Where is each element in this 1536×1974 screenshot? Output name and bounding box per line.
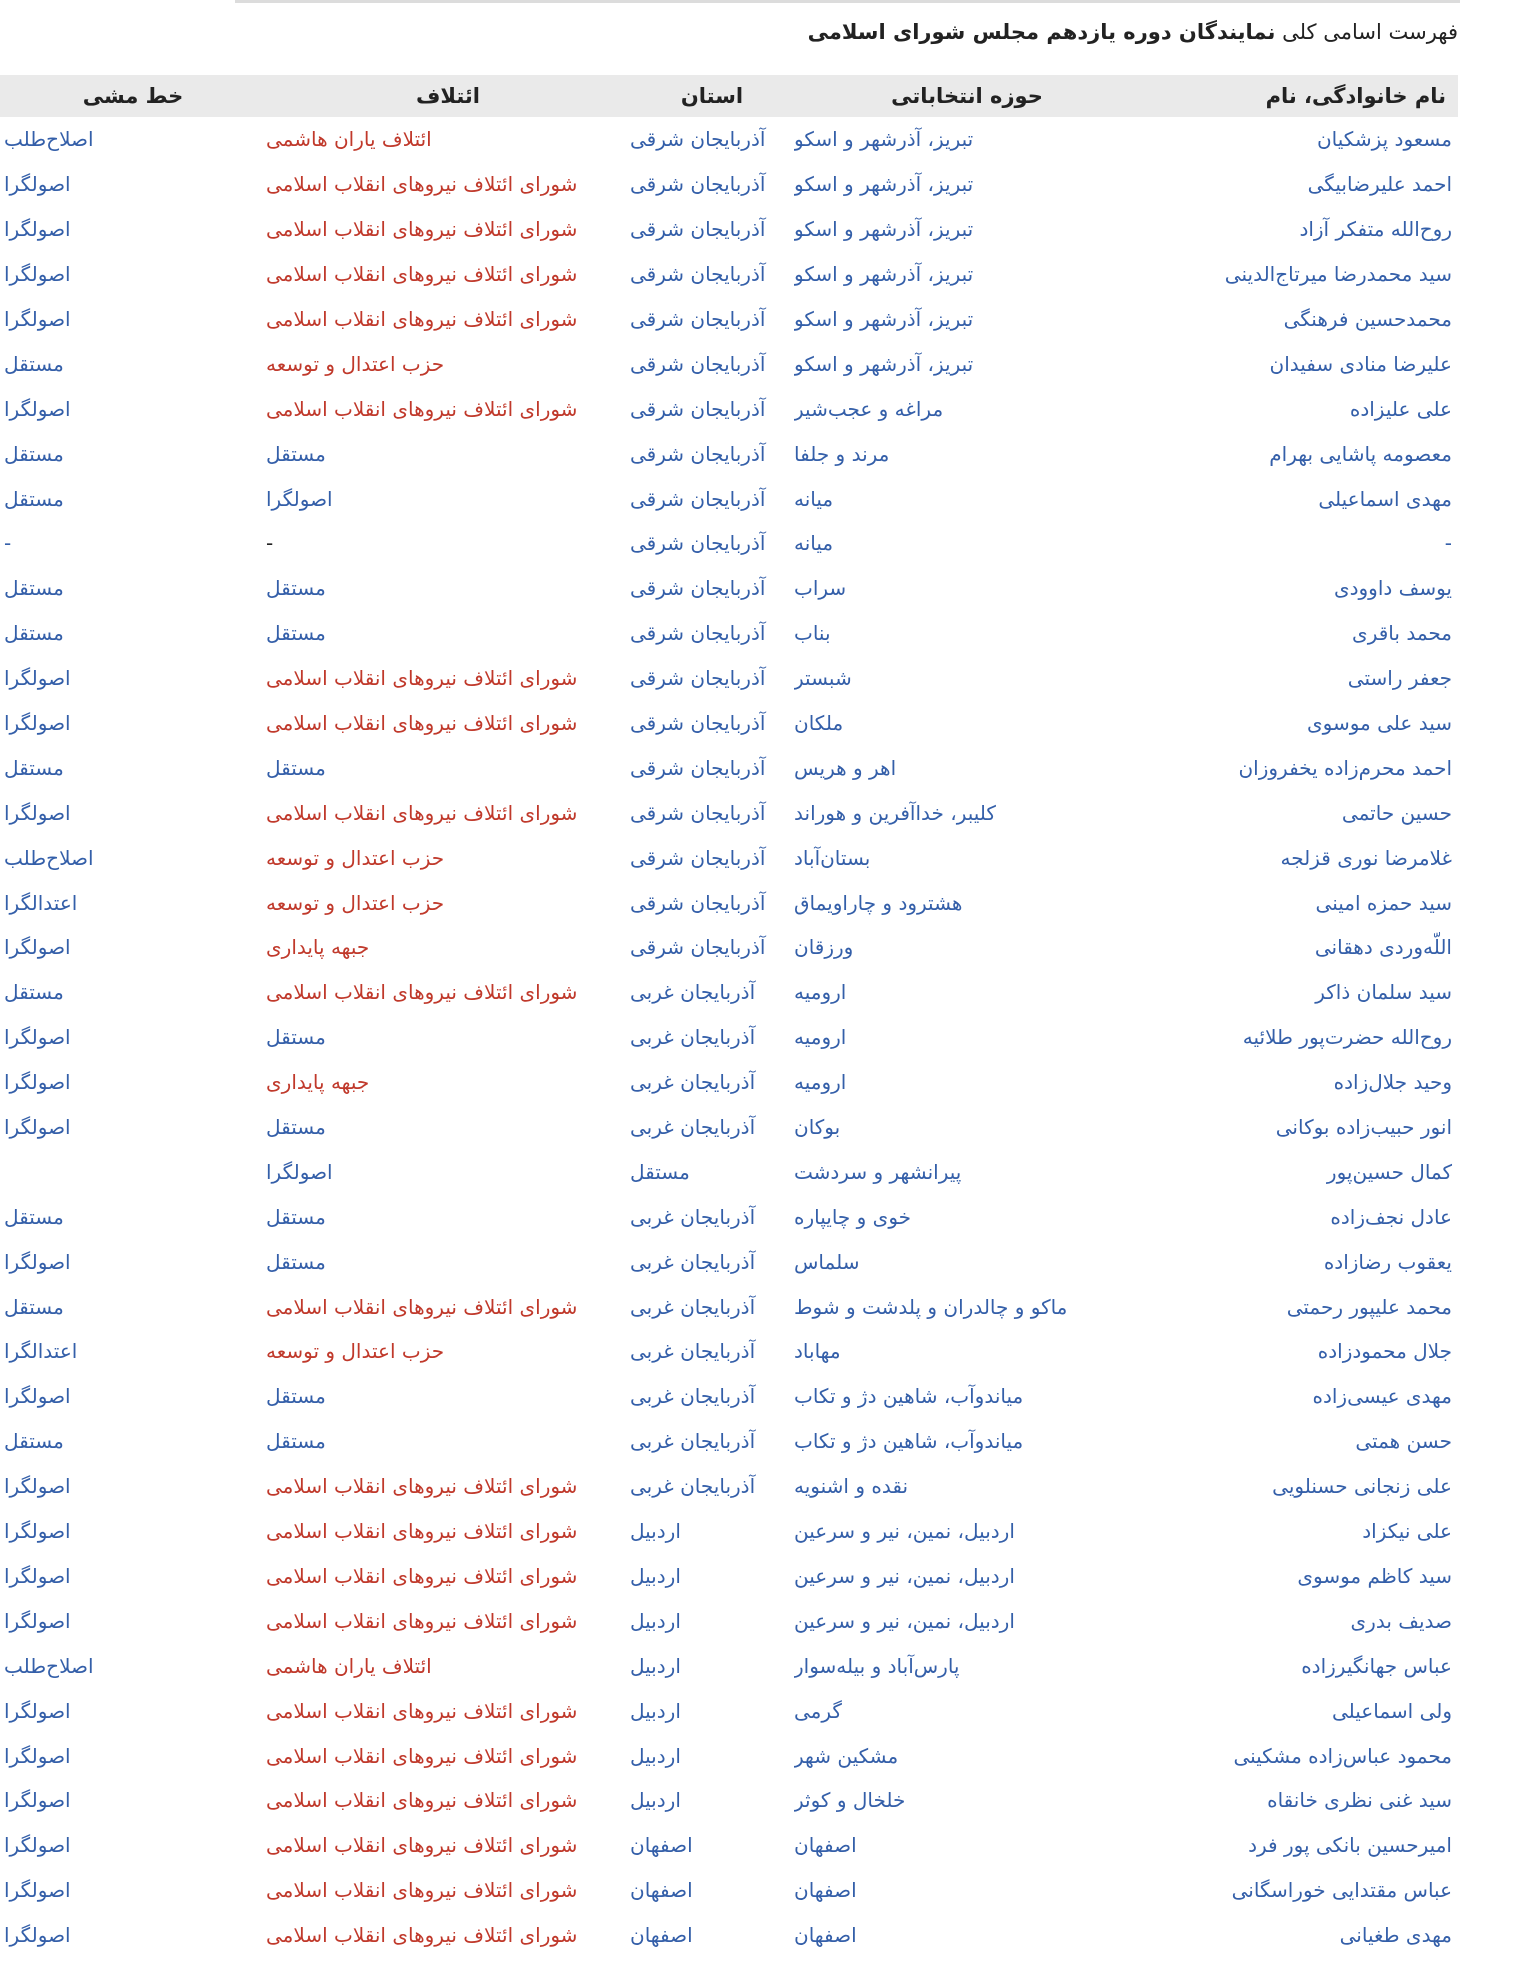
cell-province[interactable]: آذربایجان شرقی: [630, 262, 766, 287]
cell-district[interactable]: ملکان: [794, 711, 844, 736]
cell-coalition[interactable]: شورای ائتلاف نیروهای انقلاب اسلامی: [266, 1608, 578, 1633]
table-row: [0, 1329, 1458, 1374]
cell-district[interactable]: هشترود و چاراویماق: [794, 890, 963, 915]
cell-province[interactable]: آذربایجان غربی: [630, 1025, 756, 1050]
cell-coalition[interactable]: مستقل: [266, 621, 326, 646]
cell-name[interactable]: مهدی اسماعیلی: [1318, 486, 1452, 511]
cell-coalition[interactable]: ائتلاف یاران هاشمی: [266, 127, 432, 152]
table-row: [0, 1374, 1458, 1419]
cell-name[interactable]: عباس جهانگیرزاده: [1301, 1653, 1452, 1678]
cell-coalition[interactable]: مستقل: [266, 576, 326, 601]
cell-province[interactable]: آذربایجان غربی: [630, 1249, 756, 1274]
cell-district[interactable]: مهاباد: [794, 1339, 841, 1364]
cell-faction[interactable]: اصولگرا: [4, 1474, 71, 1499]
table-row: [0, 1419, 1458, 1464]
table-row: [0, 970, 1458, 1015]
cell-coalition[interactable]: مستقل: [266, 1025, 326, 1050]
header-name[interactable]: نام خانوادگی، نام: [1265, 84, 1446, 108]
cell-faction[interactable]: اصولگرا: [4, 1923, 71, 1948]
cell-district[interactable]: پیرانشهر و سردشت: [794, 1159, 962, 1184]
cell-faction[interactable]: اصولگرا: [4, 666, 71, 691]
cell-coalition[interactable]: شورای ائتلاف نیروهای انقلاب اسلامی: [266, 1833, 578, 1858]
cell-faction[interactable]: مستقل: [4, 576, 64, 601]
cell-faction[interactable]: مستقل: [4, 621, 64, 646]
table-row: [0, 1509, 1458, 1554]
cell-district[interactable]: سلماس: [794, 1249, 860, 1274]
cell-province[interactable]: آذربایجان شرقی: [630, 531, 766, 556]
cell-coalition[interactable]: شورای ائتلاف نیروهای انقلاب اسلامی: [266, 307, 578, 331]
table-row: [0, 1688, 1458, 1733]
cell-faction[interactable]: مستقل: [4, 441, 64, 466]
cell-district[interactable]: اردبیل، نمین، نیر و سرعین: [794, 1608, 1015, 1633]
cell-province[interactable]: آذربایجان غربی: [630, 1339, 756, 1364]
cell-coalition: -: [266, 531, 274, 556]
cell-faction[interactable]: اعتدالگرا: [4, 1339, 78, 1364]
cell-coalition[interactable]: حزب اعتدال و توسعه: [266, 351, 445, 376]
header-district[interactable]: حوزه انتخاباتی: [891, 84, 1043, 108]
cell-faction[interactable]: اصلاح‌طلب: [4, 127, 94, 152]
cell-province[interactable]: آذربایجان شرقی: [630, 800, 766, 825]
cell-name[interactable]: صدیف بدری: [1350, 1608, 1452, 1633]
cell-district[interactable]: میانه: [794, 531, 834, 556]
cell-district[interactable]: ورزقان: [794, 935, 854, 960]
cell-faction[interactable]: مستقل: [4, 980, 64, 1005]
cell-district[interactable]: تبریز، آذرشهر و اسکو: [794, 307, 974, 331]
cell-name[interactable]: امیرحسین بانکی پور فرد: [1248, 1833, 1452, 1858]
table-row: [0, 431, 1458, 476]
top-divider: [235, 0, 1460, 3]
cell-faction[interactable]: اصولگرا: [4, 1743, 71, 1768]
table-row: [0, 835, 1458, 880]
cell-coalition[interactable]: مستقل: [266, 755, 326, 780]
cell-faction[interactable]: اصولگرا: [4, 1070, 71, 1095]
cell-province[interactable]: آذربایجان غربی: [630, 1429, 756, 1454]
cell-coalition[interactable]: شورای ائتلاف نیروهای انقلاب اسلامی: [266, 172, 578, 197]
cell-name[interactable]: یعقوب رضازاده: [1323, 1249, 1452, 1274]
table-row: [0, 1239, 1458, 1284]
table-row: [0, 297, 1458, 342]
cell-name[interactable]: مسعود پزشکیان: [1316, 127, 1452, 152]
cell-province[interactable]: اصفهان: [630, 1878, 693, 1903]
table-row: [0, 566, 1458, 611]
cell-province[interactable]: آذربایجان غربی: [630, 1384, 756, 1409]
cell-faction: [0, 1149, 266, 1194]
cell-district[interactable]: ارومیه: [794, 1025, 847, 1050]
cell-district[interactable]: میاندوآب، شاهین دژ و تکاب: [794, 1384, 1024, 1409]
cell-coalition[interactable]: مستقل: [266, 1249, 326, 1274]
cell-coalition[interactable]: شورای ائتلاف نیروهای انقلاب اسلامی: [266, 1294, 578, 1319]
cell-name[interactable]: سید علی موسوی: [1306, 711, 1452, 736]
cell-province[interactable]: اردبیل: [630, 1698, 681, 1723]
cell-name[interactable]: سید کاظم موسوی: [1297, 1563, 1452, 1588]
cell-province[interactable]: آذربایجان شرقی: [630, 127, 766, 152]
cell-province[interactable]: اردبیل: [630, 1743, 681, 1768]
cell-district[interactable]: گرمی: [794, 1698, 842, 1723]
table-row: [0, 207, 1458, 252]
cell-name[interactable]: احمد علیرضابیگی: [1307, 172, 1452, 197]
table-row: [0, 386, 1458, 431]
cell-faction[interactable]: اصولگرا: [4, 1519, 71, 1544]
cell-name[interactable]: عباس مقتدایی خوراسگانی: [1231, 1878, 1452, 1903]
cell-coalition[interactable]: شورای ائتلاف نیروهای انقلاب اسلامی: [266, 1563, 578, 1588]
cell-district[interactable]: مراغه و عجب‌شیر: [794, 396, 944, 421]
cell-coalition[interactable]: جبهه پایداری: [266, 935, 370, 960]
cell-district[interactable]: سراب: [794, 576, 847, 601]
cell-district[interactable]: خلخال و کوثر: [794, 1788, 906, 1813]
cell-faction[interactable]: اصولگرا: [4, 1249, 71, 1274]
table-row: [0, 476, 1458, 521]
cell-province[interactable]: اردبیل: [630, 1519, 681, 1544]
table-row: [0, 117, 1458, 162]
cell-coalition[interactable]: شورای ائتلاف نیروهای انقلاب اسلامی: [266, 666, 578, 691]
cell-province[interactable]: آذربایجان شرقی: [630, 890, 766, 915]
cell-province[interactable]: آذربایجان غربی: [630, 1070, 756, 1095]
cell-coalition[interactable]: مستقل: [266, 1384, 326, 1409]
cell-coalition[interactable]: حزب اعتدال و توسعه: [266, 1339, 445, 1364]
cell-name[interactable]: یوسف داوودی: [1333, 576, 1452, 601]
cell-name[interactable]: سید سلمان ذاکر: [1315, 980, 1452, 1005]
cell-coalition[interactable]: اصولگرا: [266, 486, 333, 511]
cell-province[interactable]: مستقل: [630, 1159, 690, 1184]
cell-coalition[interactable]: شورای ائتلاف نیروهای انقلاب اسلامی: [266, 980, 578, 1005]
cell-name[interactable]: محمد باقری: [1352, 621, 1452, 646]
cell-province[interactable]: آذربایجان غربی: [630, 1474, 756, 1499]
cell-district[interactable]: بوکان: [794, 1115, 841, 1140]
table-row: [0, 1643, 1458, 1688]
cell-name[interactable]: مهدی طغیانی: [1339, 1923, 1452, 1948]
table-row: [0, 701, 1458, 746]
cell-district[interactable]: نقده و اشنویه: [794, 1474, 909, 1499]
table-row: [0, 1868, 1458, 1913]
cell-province[interactable]: آذربایجان شرقی: [630, 621, 766, 646]
table-row: [0, 1060, 1458, 1105]
cell-faction[interactable]: اصولگرا: [4, 217, 71, 242]
cell-coalition[interactable]: شورای ائتلاف نیروهای انقلاب اسلامی: [266, 1743, 578, 1768]
cell-district[interactable]: تبریز، آذرشهر و اسکو: [794, 172, 974, 197]
cell-coalition[interactable]: شورای ائتلاف نیروهای انقلاب اسلامی: [266, 262, 578, 287]
table-row: [0, 341, 1458, 386]
caption-bold: نمایندگان دوره یازدهم مجلس شورای اسلامی: [807, 20, 1276, 44]
header-faction[interactable]: خط مشی: [82, 84, 184, 108]
table-row: [0, 1194, 1458, 1239]
cell-province[interactable]: آذربایجان غربی: [630, 1204, 756, 1229]
cell-name[interactable]: سید محمدرضا میرتاج‌الدینی: [1224, 262, 1452, 287]
cell-faction[interactable]: مستقل: [4, 486, 64, 511]
cell-district[interactable]: بستان‌آباد: [794, 845, 871, 870]
cell-coalition[interactable]: مستقل: [266, 1429, 326, 1454]
table-row: [0, 790, 1458, 835]
table-row: [0, 745, 1458, 790]
cell-province[interactable]: آذربایجان غربی: [630, 980, 756, 1005]
cell-name[interactable]: سید حمزه امینی: [1315, 890, 1452, 915]
table-row: [0, 611, 1458, 656]
cell-province[interactable]: آذربایجان شرقی: [630, 351, 766, 376]
table-row: [0, 1284, 1458, 1329]
cell-province[interactable]: آذربایجان شرقی: [630, 486, 766, 511]
cell-coalition[interactable]: شورای ائتلاف نیروهای انقلاب اسلامی: [266, 396, 578, 421]
cell-coalition[interactable]: شورای ائتلاف نیروهای انقلاب اسلامی: [266, 800, 578, 825]
cell-faction[interactable]: اصلاح‌طلب: [4, 845, 94, 870]
cell-faction[interactable]: مستقل: [4, 1429, 64, 1454]
cell-province[interactable]: آذربایجان شرقی: [630, 217, 766, 242]
table-row: [0, 1823, 1458, 1868]
table-row: [0, 656, 1458, 701]
cell-faction[interactable]: اصولگرا: [4, 1025, 71, 1050]
cell-name[interactable]: مهدی عیسی‌زاده: [1312, 1384, 1452, 1409]
cell-name[interactable]: محمدحسین فرهنگی: [1283, 307, 1452, 331]
header-province[interactable]: استان: [680, 84, 744, 108]
cell-name[interactable]: حسن همتی: [1355, 1429, 1452, 1454]
cell-name[interactable]: وحید جلال‌زاده: [1333, 1070, 1452, 1095]
cell-faction[interactable]: اصولگرا: [4, 172, 71, 197]
cell-name[interactable]: جعفر راستی: [1347, 666, 1452, 691]
cell-district[interactable]: میانه: [794, 486, 834, 511]
cell-province[interactable]: آذربایجان شرقی: [630, 935, 766, 960]
cell-province[interactable]: اردبیل: [630, 1608, 681, 1633]
cell-name[interactable]: علی علیزاده: [1349, 396, 1452, 421]
cell-coalition[interactable]: شورای ائتلاف نیروهای انقلاب اسلامی: [266, 1698, 578, 1723]
cell-district[interactable]: تبریز، آذرشهر و اسکو: [794, 217, 974, 242]
cell-province[interactable]: اصفهان: [630, 1923, 693, 1948]
cell-district[interactable]: ارومیه: [794, 980, 847, 1005]
cell-faction[interactable]: مستقل: [4, 1204, 64, 1229]
cell-coalition[interactable]: جبهه پایداری: [266, 1070, 370, 1095]
cell-coalition[interactable]: شورای ائتلاف نیروهای انقلاب اسلامی: [266, 217, 578, 242]
table-row: [0, 1464, 1458, 1509]
cell-faction[interactable]: اصولگرا: [4, 1878, 71, 1903]
cell-district[interactable]: اردبیل، نمین، نیر و سرعین: [794, 1563, 1015, 1588]
cell-district[interactable]: مرند و جلفا: [794, 441, 890, 466]
cell-district[interactable]: شبستر: [794, 666, 852, 691]
table-row: [0, 1105, 1458, 1150]
cell-province[interactable]: آذربایجان شرقی: [630, 755, 766, 780]
cell-coalition[interactable]: شورای ائتلاف نیروهای انقلاب اسلامی: [266, 1474, 578, 1499]
cell-coalition[interactable]: حزب اعتدال و توسعه: [266, 890, 445, 915]
cell-name[interactable]: جلال محمودزاده: [1317, 1339, 1452, 1364]
cell-province[interactable]: آذربایجان شرقی: [630, 711, 766, 736]
caption-prefix: فهرست اسامی کلی: [1282, 20, 1458, 44]
cell-province[interactable]: آذربایجان شرقی: [630, 396, 766, 421]
cell-faction[interactable]: اصولگرا: [4, 1115, 71, 1140]
cell-district[interactable]: مشکین شهر: [794, 1743, 899, 1768]
cell-district[interactable]: اصفهان: [794, 1833, 857, 1858]
cell-province[interactable]: آذربایجان غربی: [630, 1115, 756, 1140]
cell-district[interactable]: تبریز، آذرشهر و اسکو: [794, 262, 974, 287]
cell-district[interactable]: میاندوآب، شاهین دژ و تکاب: [794, 1429, 1024, 1454]
cell-name[interactable]: احمد محرم‌زاده یخفروزان: [1238, 755, 1452, 780]
cell-name[interactable]: روح‌الله حضرت‌پور طلائیه: [1242, 1025, 1452, 1050]
cell-name[interactable]: اللّه‌وردی دهقانی: [1314, 935, 1452, 960]
cell-faction[interactable]: اصولگرا: [4, 396, 71, 421]
cell-coalition[interactable]: شورای ائتلاف نیروهای انقلاب اسلامی: [266, 1878, 578, 1903]
cell-coalition[interactable]: ائتلاف یاران هاشمی: [266, 1653, 432, 1678]
cell-coalition[interactable]: مستقل: [266, 441, 326, 466]
cell-coalition[interactable]: شورای ائتلاف نیروهای انقلاب اسلامی: [266, 1923, 578, 1948]
cell-district[interactable]: بناب: [794, 621, 831, 646]
cell-faction[interactable]: اصولگرا: [4, 1833, 71, 1858]
cell-faction[interactable]: اصولگرا: [4, 1608, 71, 1633]
cell-coalition[interactable]: شورای ائتلاف نیروهای انقلاب اسلامی: [266, 1788, 578, 1813]
cell-faction[interactable]: اصولگرا: [4, 711, 71, 736]
table-row: [0, 1554, 1458, 1599]
table-row: [0, 1015, 1458, 1060]
cell-faction[interactable]: اصولگرا: [4, 1563, 71, 1588]
table-row: [0, 162, 1458, 207]
cell-name[interactable]: حسین حاتمی: [1341, 800, 1452, 825]
cell-name[interactable]: محمود عباس‌زاده مشکینی: [1233, 1743, 1452, 1768]
cell-name[interactable]: علی زنجانی حسنلویی: [1272, 1474, 1452, 1499]
table-row: [0, 1913, 1458, 1958]
cell-district[interactable]: اصفهان: [794, 1878, 857, 1903]
cell-faction[interactable]: اصولگرا: [4, 1698, 71, 1723]
cell-coalition[interactable]: حزب اعتدال و توسعه: [266, 845, 445, 870]
cell-name[interactable]: سید غنی نظری خانقاه: [1267, 1788, 1452, 1813]
cell-faction[interactable]: اعتدالگرا: [4, 890, 78, 915]
table-row: [0, 880, 1458, 925]
cell-coalition[interactable]: مستقل: [266, 1115, 326, 1140]
cell-name[interactable]: ولی اسماعیلی: [1331, 1698, 1452, 1723]
cell-district[interactable]: پارس‌آباد و بیله‌سوار: [794, 1653, 960, 1678]
cell-district[interactable]: تبریز، آذرشهر و اسکو: [794, 127, 974, 152]
cell-coalition[interactable]: شورای ائتلاف نیروهای انقلاب اسلامی: [266, 1519, 578, 1544]
cell-district[interactable]: ارومیه: [794, 1070, 847, 1095]
cell-district[interactable]: اصفهان: [794, 1923, 857, 1948]
cell-faction[interactable]: اصولگرا: [4, 1788, 71, 1813]
cell-name[interactable]: علی نیکزاد: [1362, 1519, 1452, 1544]
cell-name[interactable]: محمد علیپور رحمتی: [1286, 1294, 1452, 1319]
table-row: [0, 252, 1458, 297]
table-row: [0, 1598, 1458, 1643]
cell-province[interactable]: آذربایجان شرقی: [630, 666, 766, 691]
cell-name[interactable]: کمال حسین‌پور: [1326, 1159, 1452, 1184]
table-row: [0, 925, 1458, 970]
cell-province[interactable]: آذربایجان شرقی: [630, 576, 766, 601]
cell-province[interactable]: اردبیل: [630, 1653, 681, 1678]
table-row: [0, 1149, 1458, 1194]
cell-district[interactable]: اردبیل، نمین، نیر و سرعین: [794, 1519, 1015, 1544]
cell-coalition[interactable]: شورای ائتلاف نیروهای انقلاب اسلامی: [266, 711, 578, 736]
table-body: [0, 117, 1458, 1958]
cell-district[interactable]: ماکو و چالدران و پلدشت و شوط: [794, 1294, 1068, 1319]
cell-name[interactable]: علیرضا منادی سفیدان: [1269, 351, 1452, 376]
cell-province[interactable]: اردبیل: [630, 1788, 681, 1813]
cell-province[interactable]: آذربایجان شرقی: [630, 845, 766, 870]
cell-name[interactable]: انور حبیب‌زاده بوکانی: [1275, 1115, 1452, 1140]
cell-district[interactable]: تبریز، آذرشهر و اسکو: [794, 351, 974, 376]
cell-name[interactable]: عادل نجف‌زاده: [1330, 1204, 1452, 1229]
cell-province[interactable]: آذربایجان غربی: [630, 1294, 756, 1319]
cell-province[interactable]: اردبیل: [630, 1563, 681, 1588]
table-caption: [808, 14, 1458, 50]
table-header-row: [0, 75, 1458, 117]
cell-coalition[interactable]: اصولگرا: [266, 1159, 333, 1184]
cell-faction[interactable]: اصولگرا: [4, 800, 71, 825]
table-row: [0, 1733, 1458, 1778]
cell-district[interactable]: اهر و هریس: [794, 755, 897, 780]
cell-district[interactable]: کلیبر، خداآفرین و هوراند: [794, 800, 996, 825]
cell-province[interactable]: اصفهان: [630, 1833, 693, 1858]
cell-faction[interactable]: مستقل: [4, 351, 64, 376]
cell-name[interactable]: روح‌الله متفکر آزاد: [1299, 217, 1452, 242]
cell-faction[interactable]: مستقل: [4, 1294, 64, 1319]
cell-province[interactable]: آذربایجان شرقی: [630, 441, 766, 466]
cell-name[interactable]: غلامرضا نوری قزلجه: [1280, 845, 1452, 870]
cell-district[interactable]: خوی و چایپاره: [794, 1204, 912, 1229]
cell-faction[interactable]: اصولگرا: [4, 935, 71, 960]
cell-name: -: [1444, 531, 1452, 556]
cell-faction[interactable]: مستقل: [4, 755, 64, 780]
cell-faction: -: [4, 531, 12, 556]
representatives-table: [0, 75, 1458, 1958]
cell-province[interactable]: آذربایجان شرقی: [630, 307, 766, 331]
cell-faction[interactable]: اصولگرا: [4, 262, 71, 287]
cell-province[interactable]: آذربایجان شرقی: [630, 172, 766, 197]
cell-coalition[interactable]: مستقل: [266, 1204, 326, 1229]
cell-faction[interactable]: اصولگرا: [4, 307, 71, 331]
cell-name[interactable]: معصومه پاشایی بهرام: [1269, 441, 1452, 466]
header-coalition[interactable]: ائتلاف: [416, 84, 480, 108]
table-row: [0, 1778, 1458, 1823]
cell-faction[interactable]: اصولگرا: [4, 1384, 71, 1409]
table-row: [0, 521, 1458, 566]
cell-faction[interactable]: اصلاح‌طلب: [4, 1653, 94, 1678]
